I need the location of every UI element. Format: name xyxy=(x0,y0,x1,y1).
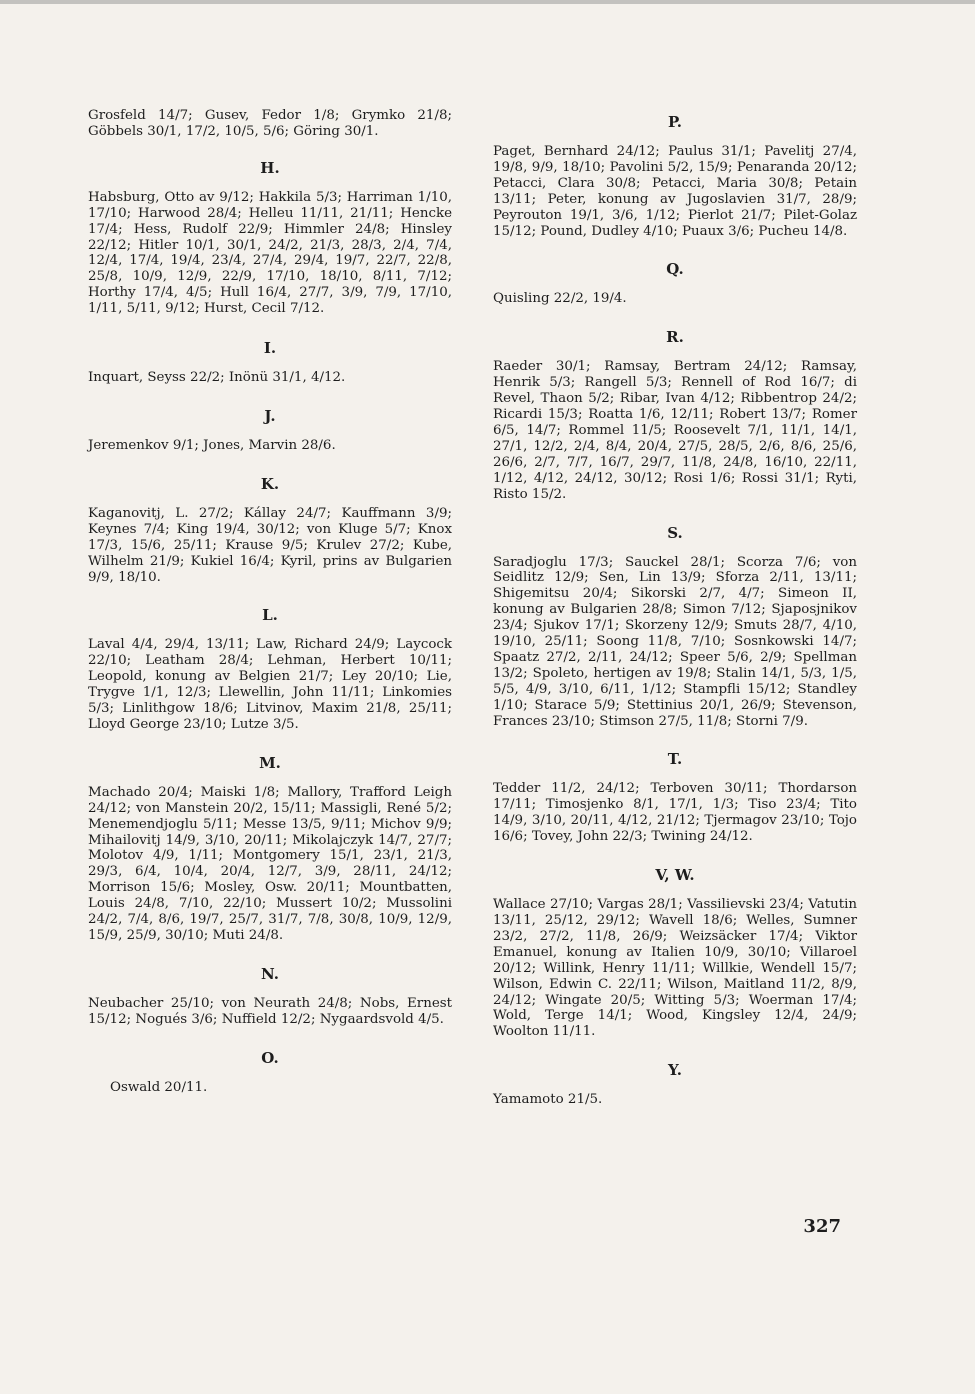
index-section-n xyxy=(88,966,452,1028)
index-page xyxy=(88,108,868,1308)
index-entry-text: Grosfeld 14/7; Gusev, Fedor 1/8; Grymko 21/8; Göbbels 30/1, 17/2, 10/5, 5/6; Göring 30/1. xyxy=(88,108,452,139)
index-entry-text: Saradjoglu 17/3; Sauckel 28/1; Scorza 7/6; von Seidlitz 12/9; Sen, Lin 13/9; Sforza 2/11, 13/11; Shigemitsu 20/4; Sikorski 2/7, 4/7; Simeon II, konung av Bulgarien 28/8; Simon 7/12; Sjaposjnikov 23/4; Sjukov 17/1; Skorzeny 12/9; Smuts 28/7, 4/10, 19/10, 25/11; Soong 11/8, 7/10; Sosnkowski 14/7; Spaatz 27/2, 2/11, 24/12; Speer 5/6, 2/9; Spellman 13/2; Spoleto, hertigen av 19/8; Stalin 14/1, 5/3, 1/5, 5/5, 4/9, 3/10, 6/11, 1/12; Stampfli 15/12; Standley 1/10; Starace 5/9; Stettinius 20/1, 26/9; Stevenson, Frances 23/10; Stimson 27/5, 11/8; Storni 7/9. xyxy=(493,554,857,729)
index-section-t xyxy=(493,751,857,845)
index-entry-text: Raeder 30/1; Ramsay, Bertram 24/12; Ramsay, Henrik 5/3; Rangell 5/3; Rennell of Rod 16/7; di Revel, Thaon 5/2; Ribar, Ivan 4/12; Ribbentrop 24/2; Ricardi 15/3; Roatta 1/6, 12/11; Robert 13/7; Romer 6/5, 14/7; Rommel 11/5; Roosevelt 7/1, 11/1, 14/1, 27/1, 12/2, 2/4, 8/4, 20/4, 27/5, 28/5, 2/6, 8/6, 25/6, 26/6, 2/7, 7/7, 16/7, 29/7, 11/8, 24/8, 16/10, 22/11, 1/12, 4/12, 24/12, 30/12; Rosi 1/6; Rossi 31/1; Ryti, Risto 15/2. xyxy=(493,359,857,502)
index-section-p xyxy=(493,114,857,239)
section-letter: O. xyxy=(261,1048,279,1067)
section-letter: P. xyxy=(667,113,683,131)
index-entry-text: Oswald 20/11. xyxy=(110,1079,208,1095)
index-entry-text: Neubacher 25/10; von Neurath 24/8; Nobs, Ernest 15/12; Nogués 3/6; Nuffield 12/2; Nygaardsvold 4/5. xyxy=(88,995,452,1027)
index-entry-text: Machado 20/4; Maiski 1/8; Mallory, Trafford Leigh 24/12; von Manstein 20/2, 15/11; Massigli, René 5/2; Menemendjoglu 5/11; Messe 13/5, 9/11; Michov 9/9; Mihailovitj 14/9, 3/10, 20/11; Mikolajczyk 14/7, 27/7; Molotov 4/9, 1/11; Montgomery 15/1, 23/1, 21/3, 29/3, 6/4, 10/4, 20/4, 12/7, 3/9, 28/11, 24/12; Morrison 15/6; Mosley, Osw. 20/11; Mountbatten, Louis 24/8, 7/10, 22/10; Mussert 10/2; Mussolini 24/2, 7/4, 8/6, 19/7, 25/7, 31/7, 7/8, 30/8, 10/9, 12/9, 15/9, 25/9, 30/10; Muti 24/8. xyxy=(88,784,452,943)
section-letter: J. xyxy=(264,406,276,425)
index-entry-text: Quisling 22/2, 19/4. xyxy=(493,291,627,307)
index-entry-text: Wallace 27/10; Vargas 28/1; Vassilievski 23/4; Vatutin 13/11, 25/12, 29/12; Wavell 18/6; Welles, Sumner 23/2, 27/2, 11/8, 26/9; Weizsäcker 17/4; Viktor Emanuel, konung av Italien 10/9, 30/10; Villaroel 20/12; Willink, Henry 11/11; Willkie, Wendell 15/7; Wilson, Edwin C. 22/11; Wilson, Maitland 11/2, 8/9, 24/12; Wingate 20/5; Witting 5/3; Woerman 17/4; Wold, Terge 14/1; Wood, Kingsley 12/4, 24/9; Woolton 11/11. xyxy=(493,897,857,1040)
index-section-o xyxy=(88,1050,452,1096)
page-number: 327 xyxy=(803,1216,841,1237)
index-entry-text: Habsburg, Otto av 9/12; Hakkila 5/3; Harriman 1/10, 17/10; Harwood 28/4; Helleu 11/11, 21/11; Hencke 17/4; Hess, Rudolf 22/9; Himmler 24/8; Hinsley 22/12; Hitler 10/1, 30/1, 24/2, 21/3, 28/3, 2/4, 7/4, 12/4, 17/4, 19/4, 23/4, 27/4, 29/4, 19/7, 22/7, 22/8, 25/8, 10/9, 12/9, 22/9, 17/10, 18/10, 8/11, 7/12; Horthy 17/4, 4/5; Hull 16/4, 27/7, 3/9, 7/9, 17/10, 1/11, 5/11, 9/12; Hurst, Cecil 7/12. xyxy=(88,189,452,317)
index-section-s xyxy=(493,525,857,730)
section-letter: S. xyxy=(667,523,683,542)
index-entry-text: Tedder 11/2, 24/12; Terboven 30/11; Thordarson 17/11; Timosjenko 8/1, 17/1, 1/3; Tiso 23/4; Tito 14/9, 3/10, 20/11, 4/12, 21/12; Tjermagov 23/10; Tojo 16/6; Tovey, John 22/3; Twining 24/12. xyxy=(493,781,857,845)
section-letter: L. xyxy=(262,606,278,625)
index-section-h xyxy=(88,160,452,317)
index-section-i xyxy=(88,340,452,386)
index-section-q xyxy=(493,261,857,307)
index-section-j xyxy=(88,408,452,454)
index-entry-text: Inquart, Seyss 22/2; Inönü 31/1, 4/12. xyxy=(88,370,346,386)
section-letter: T. xyxy=(667,750,683,769)
section-letter: H. xyxy=(260,158,280,177)
section-letter: K. xyxy=(260,474,280,493)
index-section-k xyxy=(88,476,452,586)
index-section-r xyxy=(493,329,857,502)
section-letter: Y. xyxy=(668,1061,682,1080)
index-section-y xyxy=(493,1062,857,1108)
index-entry-text: Jeremenkov 9/1; Jones, Marvin 28/6. xyxy=(88,437,336,453)
top-scan-edge xyxy=(0,0,975,4)
section-letter: I. xyxy=(263,339,277,358)
section-letter: N. xyxy=(261,964,279,983)
index-section-g xyxy=(88,108,452,140)
index-section-l xyxy=(88,607,452,732)
index-entry-text: Kaganovitj, L. 27/2; Kállay 24/7; Kauffmann 3/9; Keynes 7/4; King 19/4, 30/12; von Kluge 5/7; Knox 17/3, 15/6, 25/11; Krause 9/5; Krulev 27/2; Kube, Wilhelm 21/9; Kukiel 16/4; Kyril, prins av Bulgarien 9/9, 18/10. xyxy=(88,505,452,585)
index-entry-text: Yamamoto 21/5. xyxy=(493,1092,603,1108)
index-entry-text: Laval 4/4, 29/4, 13/11; Law, Richard 24/9; Laycock 22/10; Leatham 28/4; Lehman, Herbert 10/11; Leopold, konung av Belgien 21/7; Ley 20/10; Lie, Trygve 1/1, 12/3; Llewellin, John 11/11; Linkomies 5/3; Linlithgow 18/6; Litvinov, Maxim 21/8, 25/11; Lloyd George 23/10; Lutze 3/5. xyxy=(88,637,452,732)
section-letter: R. xyxy=(666,328,684,347)
left-column xyxy=(88,108,452,1110)
right-column xyxy=(493,108,857,1122)
index-section-m xyxy=(88,755,452,944)
section-letter: Q. xyxy=(666,260,684,279)
index-section-vw xyxy=(493,867,857,1040)
section-letter: V, W. xyxy=(655,866,695,885)
section-letter: M. xyxy=(259,753,281,772)
index-entry-text: Paget, Bernhard 24/12; Paulus 31/1; Pavelitj 27/4, 19/8, 9/9, 18/10; Pavolini 5/2, 15/9; Penaranda 20/12; Petacci, Clara 30/8; Petacci, Maria 30/8; Petain 13/11; Peter, konung av Jugoslavien 31/7, 28/9; Peyrouton 19/1, 3/6, 1/12; Pierlot 21/7; Pilet-Golaz 15/12; Pound, Dudley 4/10; Puaux 3/6; Pucheu 14/8. xyxy=(493,144,857,239)
